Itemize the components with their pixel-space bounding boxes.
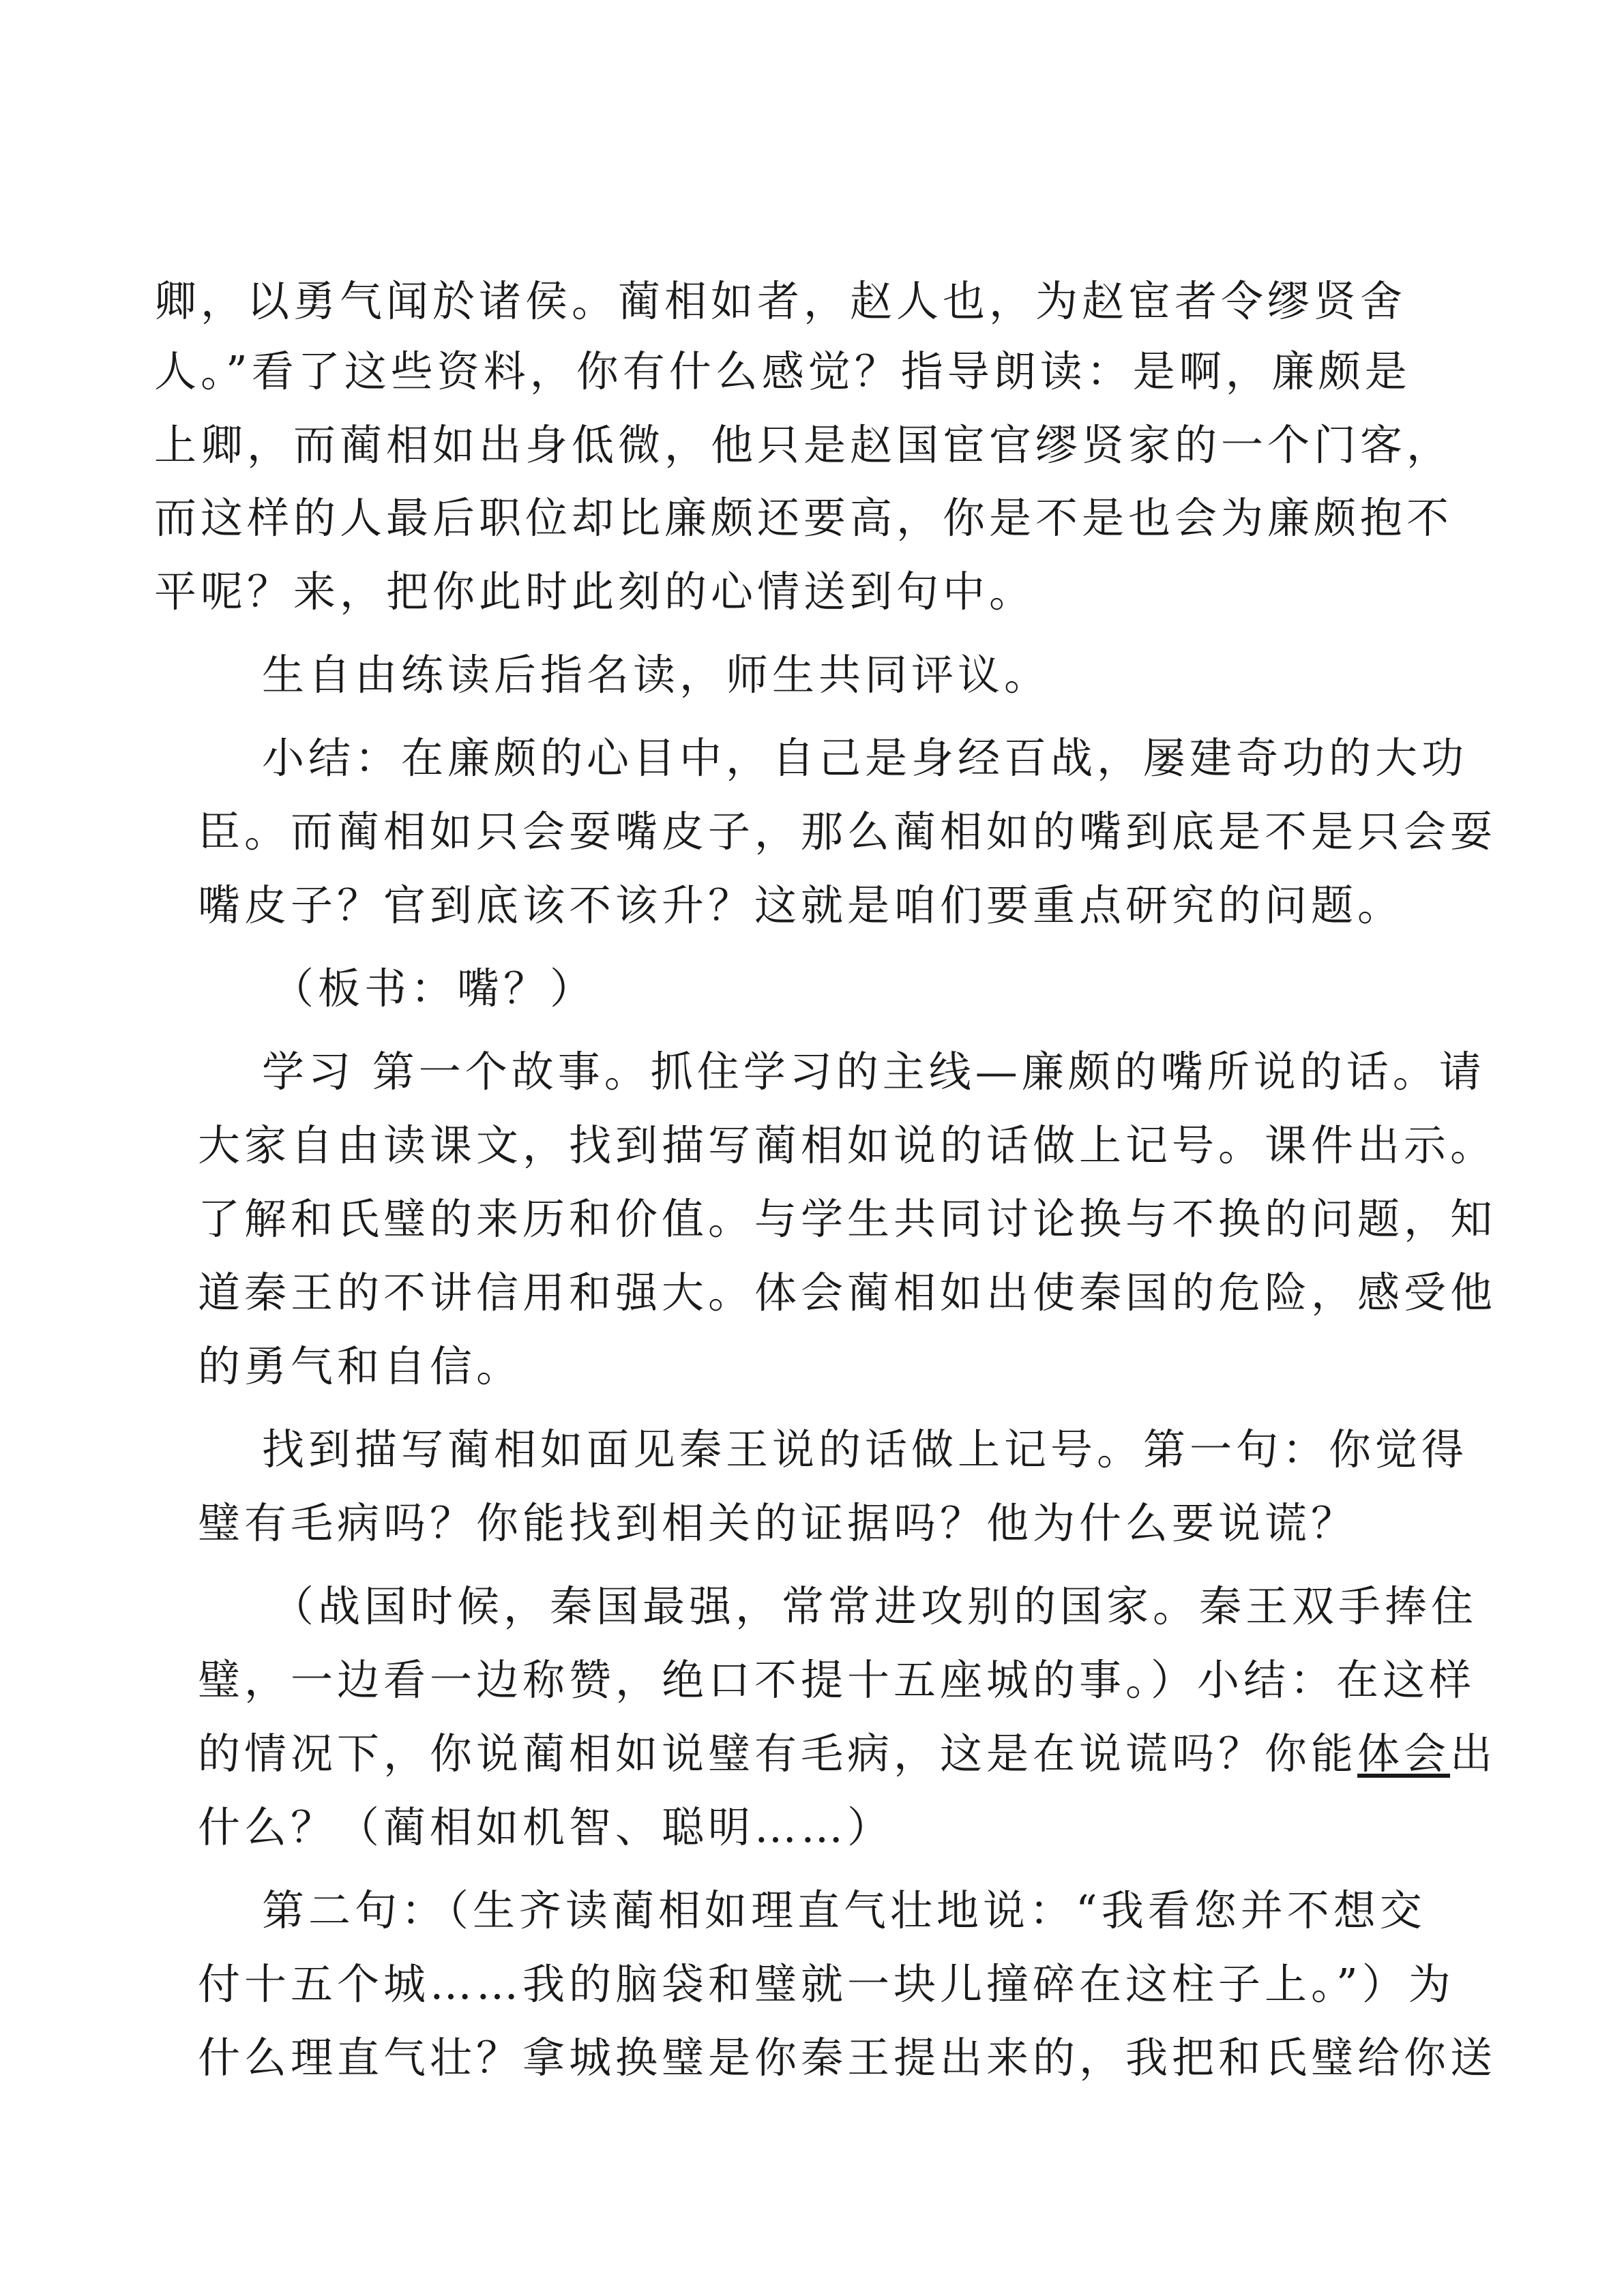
paragraph-line: 平呢？来，把你此时此刻的心情送到句中。 (154, 567, 1036, 616)
paragraph-line: 而这样的人最后职位却比廉颇还要高，你是不是也会为廉颇抱不 (154, 493, 1453, 543)
paragraph-line: 了解和氏璧的来历和价值。与学生共同讨论换与不换的问题，知 (198, 1194, 1497, 1244)
paragraph-line: 生自由练读后指名读，师生共同评议。 (262, 650, 1051, 700)
paragraph-line: 卿，以勇气闻於诸侯。蔺相如者，赵人也，为赵宦者令缪贤舍 (154, 276, 1407, 326)
paragraph-line: 找到描写蔺相如面见秦王说的话做上记号。第一句：你觉得 (262, 1425, 1468, 1474)
board-note: （板书：嘴？） (271, 964, 597, 1013)
line-text: 出 (1450, 1729, 1497, 1778)
paragraph-line: 璧有毛病吗？你能找到相关的证据吗？他为什么要说谎？ (198, 1498, 1358, 1548)
paragraph-line: 道秦王的不讲信用和强大。体会蔺相如出使秦国的危险，感受他 (198, 1268, 1497, 1317)
paragraph-line: 第二句：（生齐读蔺相如理直气壮地说：“我看您并不想交 (262, 1885, 1426, 1935)
paragraph-line (198, 1727, 1496, 1781)
paragraph-line: 大家自由读课文，找到描写蔺相如说的话做上记号。课件出示。 (198, 1120, 1497, 1170)
paragraph-line: 嘴皮子？官到底该不该升？这就是咱们要重点研究的问题。 (198, 880, 1404, 930)
underlined-text: 体会 (1357, 1729, 1451, 1778)
paragraph-line: 璧，一边看一边称赞，绝口不提十五座城的事。）小结：在这样 (198, 1655, 1476, 1705)
paragraph-line: 什么？（蔺相如机智、聪明……） (198, 1802, 894, 1852)
paragraph-line: 小结：在廉颇的心目中，自己是身经百战，屡建奇功的大功 (262, 733, 1468, 783)
paragraph-line: 付十五个城……我的脑袋和璧就一块儿撞碎在这柱子上。”）为 (198, 1959, 1455, 2009)
paragraph-line: （战国时候，秦国最强，常常进攻别的国家。秦王双手捧住 (271, 1581, 1478, 1631)
paragraph-line: 人。”看了这些资料，你有什么感觉？指导朗读：是啊，廉颇是 (154, 346, 1411, 396)
paragraph-line: 什么理直气壮？拿城换璧是你秦王提出来的，我把和氏璧给你送 (198, 2033, 1497, 2083)
line-text: 的情况下，你说蔺相如说璧有毛病，这是在说谎吗？你能 (198, 1729, 1358, 1778)
paragraph-line: 的勇气和自信。 (198, 1341, 523, 1391)
paragraph-line: 学习 第一个故事。抓住学习的主线—廉颇的嘴所说的话。请 (262, 1047, 1486, 1097)
paragraph-line: 上卿，而蔺相如出身低微，他只是赵国宦官缪贤家的一个门客， (154, 420, 1453, 470)
paragraph-line: 臣。而蔺相如只会耍嘴皮子，那么蔺相如的嘴到底是不是只会耍 (198, 807, 1497, 856)
